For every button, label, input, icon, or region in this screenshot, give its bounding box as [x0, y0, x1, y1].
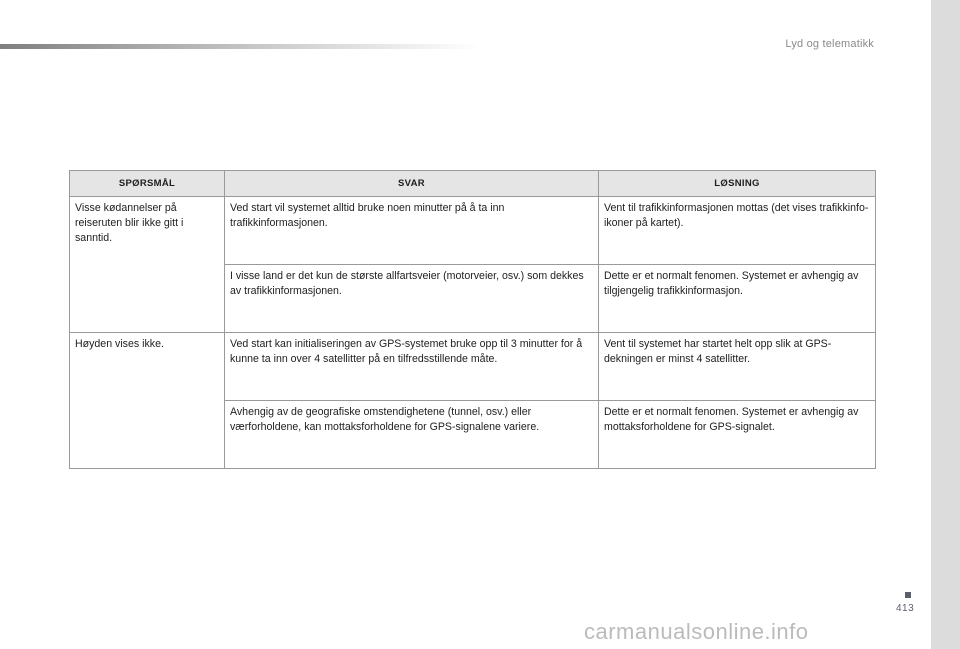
solution-cell: Vent til trafikkinformasjonen mottas (det vises trafikkinfo-ikoner på kartet).	[599, 197, 876, 265]
solution-cell: Dette er et normalt fenomen. Systemet er avhengig av mottaksforholdene for GPS-signalet.	[599, 401, 876, 469]
table-row	[70, 265, 876, 333]
question-cell	[70, 401, 225, 469]
header-gradient-bar	[0, 44, 480, 49]
troubleshooting-table	[69, 170, 876, 469]
section-title: Lyd og telematikk	[785, 38, 874, 50]
table-row	[70, 401, 876, 469]
table-header-row	[70, 171, 876, 197]
column-header-question: SPØRSMÅL	[70, 171, 225, 197]
table-row	[70, 333, 876, 401]
solution-cell: Dette er et normalt fenomen. Systemet er avhengig av tilgjengelig trafikkinformasjon.	[599, 265, 876, 333]
question-cell: Høyden vises ikke.	[70, 333, 225, 401]
column-header-solution: LØSNING	[599, 171, 876, 197]
answer-cell: Ved start kan initialiseringen av GPS-systemet bruke opp til 3 minutter for å kunne ta inn over 4 satellitter på en tilfredsstillende måte.	[225, 333, 599, 401]
answer-cell: Ved start vil systemet alltid bruke noen minutter på å ta inn trafikkinformasjonen.	[225, 197, 599, 265]
solution-cell: Vent til systemet har startet helt opp slik at GPS-dekningen er minst 4 satellitter.	[599, 333, 876, 401]
table-row	[70, 197, 876, 265]
page-marker-square	[905, 592, 911, 598]
question-cell: Visse kødannelser på reiseruten blir ikke gitt i sanntid.	[70, 197, 225, 265]
column-header-answer: SVAR	[225, 171, 599, 197]
answer-cell: I visse land er det kun de største allfartsveier (motorveier, osv.) som dekkes av trafikkinformasjonen.	[225, 265, 599, 333]
page-number: 413	[896, 603, 915, 614]
watermark: carmanualsonline.info	[584, 619, 809, 644]
answer-cell: Avhengig av de geografiske omstendighetene (tunnel, osv.) eller værforholdene, kan mottaksforholdene for GPS-signalene variere.	[225, 401, 599, 469]
question-cell	[70, 265, 225, 333]
side-tab-strip	[931, 0, 960, 649]
